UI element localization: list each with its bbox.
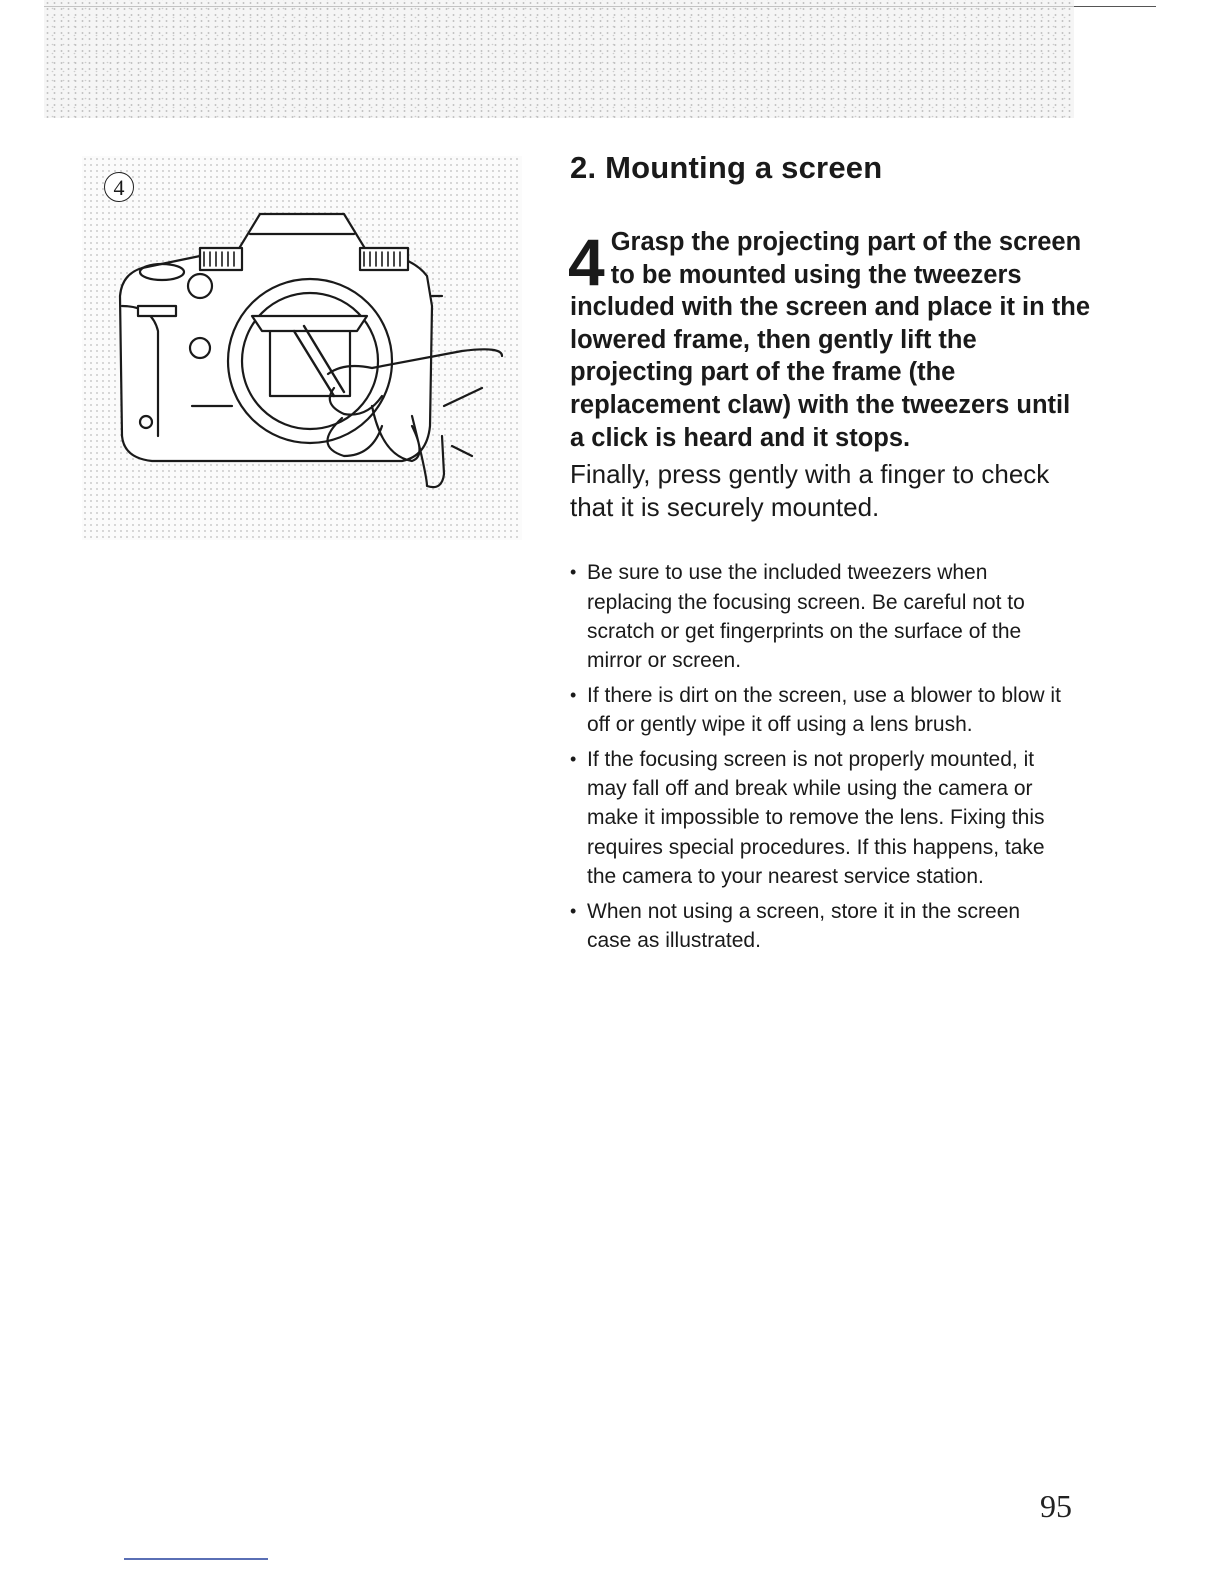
main-content bbox=[570, 148, 1090, 960]
bottom-rule bbox=[124, 1558, 268, 1560]
figure-number: 4 bbox=[104, 172, 134, 202]
step-instruction bbox=[570, 226, 1090, 454]
notes-list bbox=[570, 558, 1070, 955]
note-item: • Be sure to use the included tweezers when replacing the focusing screen. Be careful not to scratch or get fingerprints on the surface of the mirror or screen. bbox=[570, 558, 1070, 676]
note-item: • If the focusing screen is not properly mounted, it may fall off and break while using the camera or make it impossible to remove the lens. Fixing this requires special procedures. If this happens, take the camera to your nearest service station. bbox=[570, 745, 1070, 892]
camera-drawing bbox=[82, 156, 522, 540]
lens-mount bbox=[228, 279, 392, 443]
note-item: • When not using a screen, store it in the screen case as illustrated. bbox=[570, 897, 1070, 956]
page-number: 95 bbox=[1040, 1488, 1072, 1524]
left-dial bbox=[200, 248, 242, 270]
pentaprism bbox=[232, 214, 372, 260]
note-item: • If there is dirt on the screen, use a blower to blow it off or gently wipe it off using a lens brush. bbox=[570, 681, 1070, 740]
step-followup: Finally, press gently with a finger to check that it is securely mounted. bbox=[570, 459, 1050, 523]
step-number: 4 bbox=[568, 225, 605, 299]
camera-illustration bbox=[82, 156, 522, 540]
step-text: Grasp the projecting part of the screen to be mounted using the tweezers included with the screen and place it in the lowered frame, then gently lift the projecting part of the frame (the replacement claw) with the tweezers until a click is heard and it stops. bbox=[570, 228, 1091, 452]
section-title: 2. Mounting a screen bbox=[570, 150, 883, 185]
header-band bbox=[44, 0, 1074, 118]
